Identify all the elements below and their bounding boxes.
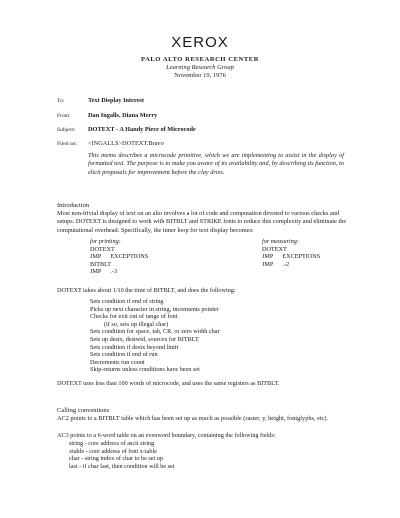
- list-item: Sets condition if destx beyond limit: [90, 343, 179, 351]
- list-item: char - string index of char to be set up: [69, 455, 163, 463]
- list-item: last - if char last, then condition will be set: [69, 462, 175, 470]
- list-item: xtable - core address of font x-table: [69, 447, 157, 455]
- introduction-paragraph: Most non-trivial display of text on an alto involves a lot of code and computation devoted to various checks and setups. DOTEXT is designed to work with BITBLT and STRIKE fonts to reduce this complexity and eliminate the computational overhead. Specifically, the inner loop for text display becomes:: [57, 210, 347, 234]
- microcode-size-line: DOTEXT uses less than 100 words of microcode, and uses the same registers as BITBLT.: [57, 380, 280, 387]
- list-item: Sets condition if end of run: [90, 351, 158, 359]
- steps-list: [90, 298, 220, 374]
- introduction-heading: Introduction: [57, 202, 90, 209]
- list-item: Decrements run count: [90, 358, 145, 366]
- measuring-loop: [262, 238, 320, 268]
- memo-date: November 19, 1976: [174, 72, 226, 79]
- code-line: JMP .-3: [90, 268, 118, 276]
- list-item: Picks up next character in string, increments pointer: [90, 305, 219, 313]
- list-item: Sets up destx, destwid, sourcex for BITBLT: [90, 335, 199, 343]
- abstract: This memo describes a microcode primitive, which we are implementing to assist in the display of formatted text. The purpose is to make you aware of its availability and, by describing its function, to elicit proposals for improvement before the clay dries.: [88, 152, 344, 176]
- printing-heading: for printing:: [90, 238, 121, 245]
- to-value: Text Display Interest: [88, 97, 144, 104]
- list-item: Skip-returns unless conditions have been set: [90, 366, 200, 374]
- printing-loop: [90, 238, 148, 276]
- filed-label: Filed on:: [57, 141, 78, 147]
- from-value: Dan Ingalls, Diana Merry: [88, 112, 158, 119]
- calling-conventions-heading: Calling conventions: [57, 407, 110, 414]
- ac2-description: AC2 points to a BITBLT table which has been set up as much as possible (raster, y, height, fontglyphs, etc).: [57, 415, 329, 422]
- subject-label: Subject:: [57, 127, 76, 133]
- xerox-logo: XEROX: [171, 34, 229, 51]
- list-item: string - core address of ascii string: [69, 440, 155, 447]
- measuring-heading: for measuring:: [262, 238, 299, 245]
- list-item: Sets condition if end of string: [90, 298, 164, 305]
- list-item: Sets condition for space, tab, CR, or zero width char: [90, 328, 220, 336]
- filed-value: <INGALLS>DOTEXT.Bravo: [88, 140, 164, 147]
- code-line: DOTEXT: [90, 245, 115, 253]
- code-line: JMP EXCEPTIONS: [262, 253, 321, 261]
- list-item: Checks for exit out of range of font: [90, 313, 178, 321]
- code-line: JMP EXCEPTIONS: [90, 253, 149, 261]
- code-line: DOTEXT: [262, 245, 287, 253]
- field-list: [69, 440, 175, 470]
- from-label: From:: [57, 113, 71, 119]
- center-name: PALO ALTO RESEARCH CENTER: [140, 56, 259, 63]
- ac3-description: AC3 points to a 6-word table on an evenword boundary, containing the following fields:: [57, 432, 276, 439]
- dotext-timing-line: DOTEXT takes about 1/10 the time of BITBLT, and does the following:: [57, 287, 236, 294]
- subject-value: DOTEXT - A Handy Piece of Microcode: [88, 126, 196, 133]
- group-name: Learning Research Group: [166, 64, 234, 71]
- code-line: JMP .-2: [262, 260, 290, 268]
- to-label: To:: [57, 98, 65, 104]
- code-line: BITBLT: [90, 260, 112, 268]
- list-item: (if so, sets up illegal char): [104, 320, 169, 328]
